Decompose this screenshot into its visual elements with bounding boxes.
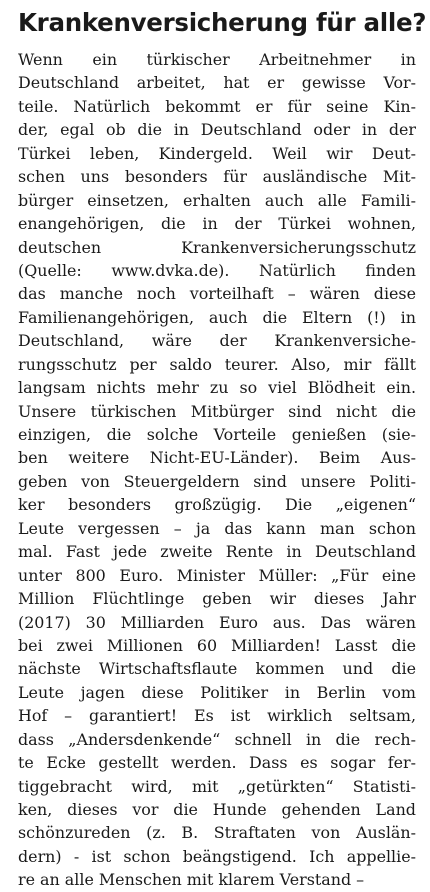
body-line: re an alle Menschen mit klarem Verstand – <box>18 870 365 890</box>
body-line: geben von Steuergeldern sind unsere Politi- <box>18 471 416 491</box>
body-line: Deutschland arbeitet, hat er gewisse Vor- <box>18 73 416 93</box>
body-line: (2017) 30 Milliarden Euro aus. Das wären <box>18 612 416 632</box>
body-line: nächste Wirtschaftsflaute kommen und die <box>18 659 416 679</box>
body-line: ken, dieses vor die Hunde gehenden Land <box>18 800 416 819</box>
body-line: tiggebracht wird, mit „getürkten“ Statisti- <box>18 776 416 796</box>
body-line: bei zwei Millionen 60 Milliarden! Lasst die <box>18 635 416 655</box>
body-line: Deutschland, wäre der Krankenversiche- <box>18 331 416 351</box>
body-line: te Ecke gestellt werden. Dass es sogar fer- <box>18 753 416 773</box>
body-line: dern) - ist schon beängstigend. Ich appellie- <box>18 846 416 866</box>
body-line: schen uns besonders für ausländische Mit- <box>18 167 416 187</box>
body-line: unter 800 Euro. Minister Müller: „Für eine <box>18 565 416 585</box>
body-line: (Quelle: www.dvka.de). Natürlich finden <box>18 260 416 280</box>
body-line: ker besonders großzügig. Die „eigenen“ <box>18 495 416 515</box>
body-line: Leute vergessen – ja das kann man schon <box>18 518 416 538</box>
headline: Krankenversicherung für alle? <box>18 8 427 37</box>
body-line: langsam nichts mehr zu so viel Blödheit ein. <box>18 378 416 398</box>
body-line: Million Flüchtlinge geben wir dieses Jahr <box>18 589 416 609</box>
body-line: deutschen Krankenversicherungsschutz <box>18 237 416 257</box>
body-line: Familienangehörigen, auch die Eltern (!) in <box>18 307 416 327</box>
body-line: der, egal ob die in Deutschland oder in der <box>18 120 416 140</box>
body-line: rungsschutz per saldo teurer. Also, mir fällt <box>18 354 416 374</box>
body-line: Leute jagen diese Politiker in Berlin vom <box>18 682 416 702</box>
body-line: das manche noch vorteilhaft – wären diese <box>18 284 416 304</box>
body-line: Wenn ein türkischer Arbeitnehmer in <box>18 50 416 69</box>
body-line: teile. Natürlich bekommt er für seine Kin- <box>18 96 416 116</box>
article-body <box>18 48 416 892</box>
body-line: ben weitere Nicht-EU-Länder). Beim Aus- <box>18 448 416 468</box>
body-line: dass „Andersdenkende“ schnell in die rech- <box>18 729 416 749</box>
body-line: Unsere türkischen Mitbürger sind nicht die <box>18 401 416 421</box>
body-line: mal. Fast jede zweite Rente in Deutschland <box>18 542 416 562</box>
body-line: bürger einsetzen, erhalten auch alle Famili- <box>18 190 416 210</box>
body-line: enangehörigen, die in der Türkei wohnen, <box>18 214 416 234</box>
body-line: einzigen, die solche Vorteile genießen (sie- <box>18 425 416 444</box>
body-line: Türkei leben, Kindergeld. Weil wir Deut- <box>18 143 416 163</box>
body-line: schönzureden (z. B. Straftaten von Auslän- <box>18 823 416 843</box>
body-line: Hof – garantiert! Es ist wirklich seltsam, <box>18 706 416 726</box>
